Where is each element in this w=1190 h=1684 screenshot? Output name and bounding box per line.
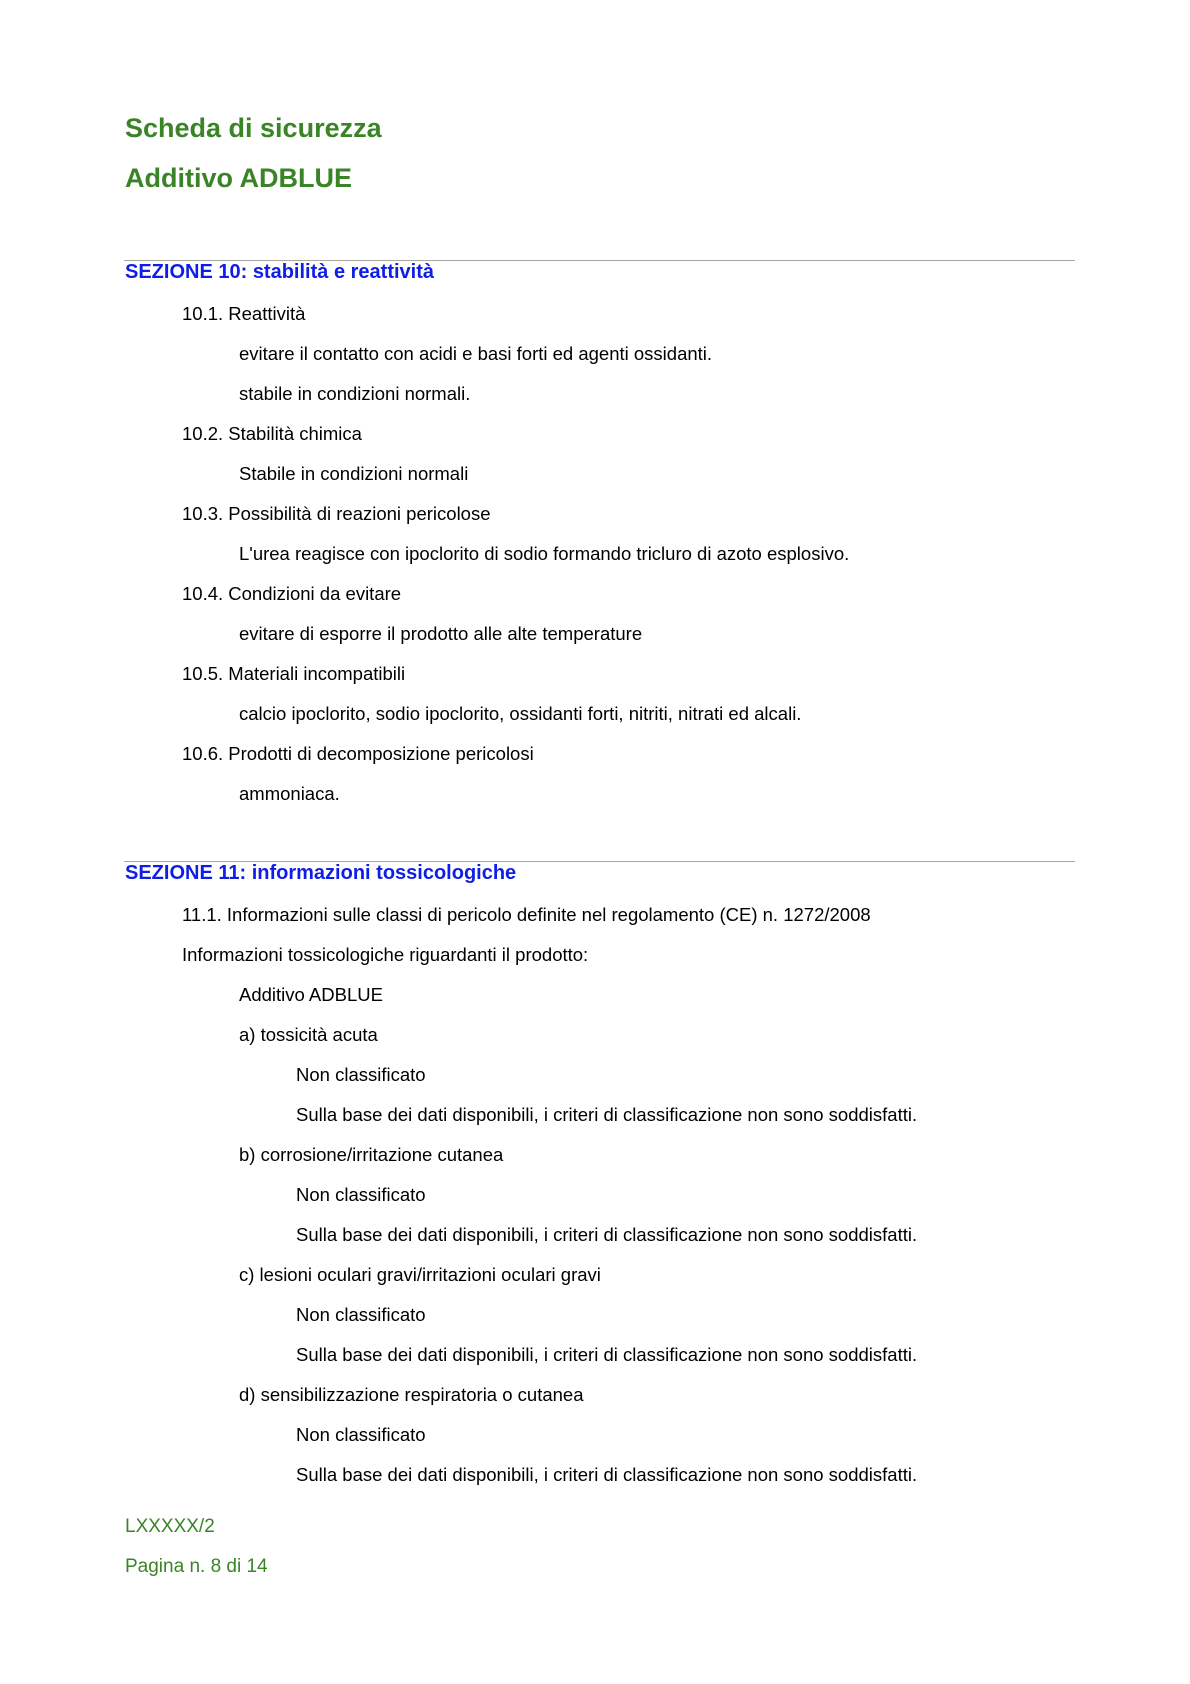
subsection-heading: 10.3. Possibilità di reazioni pericolose — [182, 503, 491, 524]
classification-note: Sulla base dei dati disponibili, i criteri di classificazione non sono soddisfatti. — [296, 1224, 918, 1245]
hazard-class-label: d) sensibilizzazione respiratoria o cutanea — [239, 1384, 584, 1405]
classification-value: Non classificato — [296, 1184, 426, 1205]
product-name-text: Additivo ADBLUE — [239, 984, 383, 1005]
section-text: evitare il contatto con acidi e basi forti ed agenti ossidanti. — [239, 343, 713, 364]
section-text: ammoniaca. — [239, 783, 340, 804]
section-text: evitare di esporre il prodotto alle alte temperature — [239, 623, 643, 644]
subsection-heading: 10.6. Prodotti di decomposizione pericolosi — [182, 743, 534, 764]
subsection-heading: 10.4. Condizioni da evitare — [182, 583, 402, 604]
section-text: Informazioni tossicologiche riguardanti il prodotto: — [182, 944, 589, 965]
classification-note: Sulla base dei dati disponibili, i criteri di classificazione non sono soddisfatti. — [296, 1344, 918, 1365]
hazard-class-label: c) lesioni oculari gravi/irritazioni oculari gravi — [239, 1264, 601, 1285]
classification-value: Non classificato — [296, 1424, 426, 1445]
hazard-class-label: b) corrosione/irritazione cutanea — [239, 1144, 504, 1165]
classification-value: Non classificato — [296, 1064, 426, 1085]
hazard-class-label: a) tossicità acuta — [239, 1024, 378, 1045]
classification-note: Sulla base dei dati disponibili, i criteri di classificazione non sono soddisfatti. — [296, 1464, 918, 1485]
section-text: stabile in condizioni normali. — [239, 383, 471, 404]
page-number: Pagina n. 8 di 14 — [125, 1556, 268, 1577]
document-type-title: Scheda di sicurezza — [125, 113, 382, 143]
section-11-heading: SEZIONE 11: informazioni tossicologiche — [125, 862, 517, 884]
subsection-heading: 10.2. Stabilità chimica — [182, 423, 362, 444]
section-10-heading: SEZIONE 10: stabilità e reattività — [125, 261, 434, 283]
subsection-heading: 11.1. Informazioni sulle classi di pericolo definite nel regolamento (CE) n. 1272/2008 — [182, 904, 871, 925]
section-text: L'urea reagisce con ipoclorito di sodio formando tricluro di azoto esplosivo. — [239, 543, 850, 564]
subsection-heading: 10.1. Reattività — [182, 303, 306, 324]
subsection-heading: 10.5. Materiali incompatibili — [182, 663, 406, 684]
document-code: LXXXXX/2 — [125, 1516, 215, 1537]
section-text: calcio ipoclorito, sodio ipoclorito, ossidanti forti, nitriti, nitrati ed alcali. — [239, 703, 802, 724]
classification-value: Non classificato — [296, 1304, 426, 1325]
classification-note: Sulla base dei dati disponibili, i criteri di classificazione non sono soddisfatti. — [296, 1104, 918, 1125]
product-title: Additivo ADBLUE — [125, 163, 352, 193]
section-text: Stabile in condizioni normali — [239, 463, 469, 484]
